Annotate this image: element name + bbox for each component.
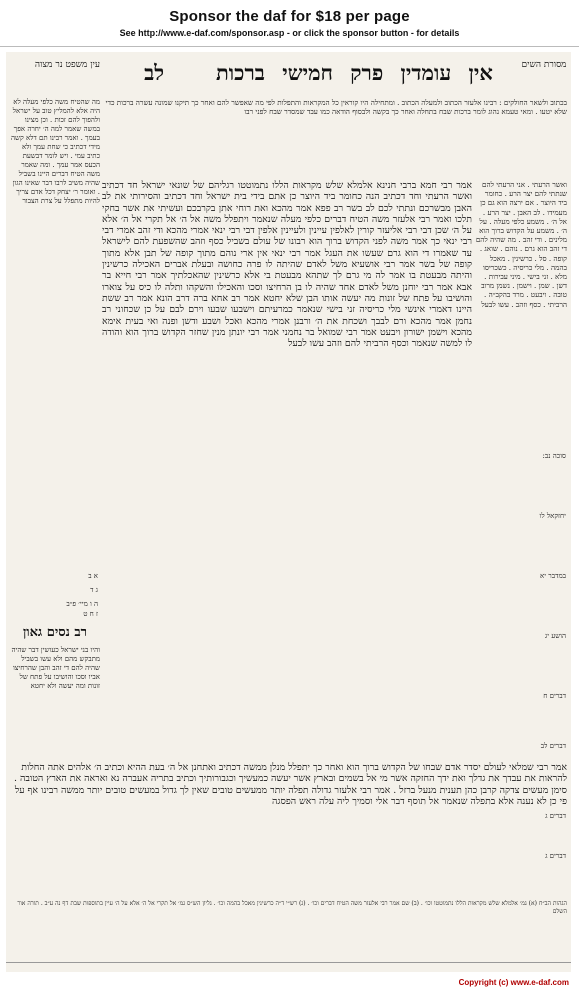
sponsor-title: Sponsor the daf for $18 per page — [169, 8, 410, 25]
ein-mishpat-label: עין משפט נר מצוה — [34, 60, 100, 70]
margin-reference-5: דברים ח — [543, 692, 566, 700]
rashi-commentary: ואשר הרעתי . אני הרעתי להם שנתתי להם יצר הרע . כחומר ביד היוצר . אם ירצה הוא גם כן מעמידו . לב האבן . יצר הרע . אל ה׳ . משמע כלפי מעלה . על ה׳ . משמע על הקדוש ברוך הוא מלינים . ודי זהב . מה שהיה להם די זהב הוא גרם . נוהם . שואג . קופה . סל . כרשינין . מאכל בהמה . מלי כריסיה . כשכריסו מלא . זני בישי . מיני עבירות . דשן . שמן . וישמן . נשמן מרוב טובה . ויבעט . מרד בהקב״ה . הרביתי . כסף וזהב . עשו לבעל — [475, 180, 567, 309]
margin-reference-8: דברים ג — [545, 852, 566, 860]
rav-nissim-title: רב נסים גאון — [22, 625, 88, 640]
page-title — [126, 60, 511, 86]
tosafot-commentary: מה שהטיח משה כלפי מעלה לא היה אלא להמליץ טוב על ישראל ולהפוך להם זכות . וכן מצינו במשה שאמר למה ה׳ יחרה אפך בעמך . ואמר רבינו תם דלא קשה מידי דכתיב כי שחת עמך ולא כתיב עמי . ויש לומר דבשעת הכעס אמר עמך . ומה שאמר משה הטיח דברים היינו בשביל שהיה משיב לרבו דבר שאינו הגון . ואומר ר׳ יצחק דכל אדם צריך להיות מתפלל על צרת הצבור — [10, 98, 100, 205]
sponsor-link[interactable]: See http://www.e-daf.com/sponsor.asp - or click the sponsor button - for details — [119, 28, 460, 38]
margin-reference-7: דברים ג — [545, 812, 566, 820]
ein-mishpat-ref-2: ג ד — [90, 586, 98, 594]
margin-reference-1: סוכה נב: — [542, 452, 566, 460]
page-header — [6, 58, 571, 90]
ein-mishpat-ref-3: ה ו מיי׳ פ״ב — [66, 600, 98, 608]
page-divider — [6, 962, 571, 963]
sponsor-banner[interactable] — [0, 0, 579, 47]
main-top-text: בכתוב ולשאר החולקים : רבינו אלעזר הכתוב ולמעלה הכתוב . ומתחילה היו קוראין כל המקראות והתפלות לפי מה שאפשר להם ואחר כך תיקנו שמונה עשרה ברכות כדי שלא יטעו . ומאי טעמא נהוג לומר ברכות שבח בתחלה ואחר כך בקשה ולבסוף הודאה כמו עבד שמסדר שבח לפני רבו — [105, 98, 567, 117]
footnotes: הגהות הב״ח (א) גמ׳ אלמלא שלש מקראות הללו נתמוטטו וכו׳ . (ב) שם אמר רבי אלעזר משה הטיח דברים וכו׳ . (ג) רש״י ד״ה כרשינין מאכל בהמה וכו׳ . גליון הש״ס גמ׳ אל תקרי אל ה׳ אלא על ה׳ עיין בתוספות שבת דף נה ע״ב . תורה אור השלם — [17, 900, 567, 915]
sponsor-subtitle[interactable] — [0, 28, 579, 38]
margin-reference-4: הושע יג — [544, 632, 566, 640]
chapter-title: אין עומדין פרק חמישי ברכות — [216, 60, 493, 85]
ein-mishpat-ref-1: א ב — [88, 572, 98, 580]
masoret-hashas-label: מסורת השים — [521, 60, 567, 70]
gemara-text: אמר רבי חמא ברבי חנינא אלמלא שלש מקראות הללו נתמוטטו רגליהם של שונאי ישראל חד דכתיב ואשר הרעתי וחד דכתיב הנה כחומר ביד היוצר כן אתם בידי בית ישראל וחד דכתיב והסירותי את לב האבן מבשרכם ונתתי לכם לב בשר רב פפא אמר מהכא ואת רוחי אתן בקרבכם ועשיתי את אשר בחקי תלכו ואמר רבי אלעזר משה הטיח דברים כלפי מעלה שנאמר ויתפלל משה אל ה׳ אל תקרי אל ה׳ אלא על ה׳ שכן דבי רבי אליעזר קורין לאלפין עיינין ולעיינין אלפין דבי רבי ינאי אמרי מהכא ודי זהב אמרי דבי רבי ינאי כך אמר משה לפני הקדוש ברוך הוא רבונו של עולם בשביל כסף וזהב שהשפעת להם לישראל עד שאמרו די הוא גרם שעשו את העגל אמר רבי ינאי אין ארי נוהם מתוך קופה של תבן אלא מתוך קופה של בשר אמר רבי אושעיא משל לאדם שהיתה לו פרה כחושה ובעלת אברים האכילה כרשינין והיתה מבעטת בו אמר לה מי גרם לך שתהא מבעטת בי אלא כרשינין שהאכלתיך אמר רבי חייא בר אבא אמר רבי יוחנן משל לאדם אחד שהיה לו בן הרחיצו וסכו והאכילו והשקהו ותלה לו כיס על צוארו והושיבו על פתח של זונות מה יעשה אותו הבן שלא יחטא אמר רב אחא ברה דרב הונא אמר רב ששת היינו דאמרי אינשי מלי כריסיה זני בישי שנאמר כמרעיתם וישבעו שבעו וירם לבם על כן שכחוני רב נחמן אמר מהכא ורם לבבך ושכחת את ה׳ ורבנן אמרי מהכא ואכל ושבע ודשן ופנה ואי בעית אימא מהכא וישמן ישורון ויבעט אמר רבי שמואל בר נחמני אמר רבי יונתן מנין שחזר הקדוש ברוך הוא והודה לו למשה שנאמר וכסף הרביתי להם וזהב עשו לבעל — [102, 180, 472, 350]
margin-reference-6: דברים לב — [540, 742, 566, 750]
bottom-gemara-text: אמר רבי שמלאי לעולם יסדר אדם שבחו של הקדוש ברוך הוא ואחר כך יתפלל מנלן ממשה דכתיב ואתחנן אל ה׳ בעת ההיא וכתיב ה׳ אלהים אתה החלות להראות את עבדך את גדלך ואת ידך החזקה אשר מי אל בשמים ובארץ אשר יעשה כמעשיך וכגבורותיך וכתיב בתריה אעברה נא ואראה את הארץ הטובה . סימן מעשים צדקה קרבן כהן תענית מנעל ברזל . אמר רבי אלעזר גדולה תפלה יותר ממעשים טובים שאין לך גדול במעשים טובים יותר ממשה רבינו אף על פי כן לא נענה אלא בתפלה שנאמר אל תוסף דבר אלי וסמיך ליה עלה ראש הפסגה — [14, 762, 567, 807]
margin-reference-2: יחזקאל לו — [539, 512, 566, 520]
talmud-page — [6, 52, 571, 972]
copyright-link[interactable]: Copyright (c) www.e-daf.com — [458, 978, 569, 987]
rav-nissim-text: והיו בני ישראל כעושין דבר שהיה מתבקש מהם ולא עשו בשביל שהיה להם די זהב והבן שהרחיצו אביו וסכו והושיבו על פתח של זונות ומה יעשה ולא יחטא — [11, 646, 100, 690]
ein-mishpat-ref-4: ז ח ט — [83, 610, 98, 618]
page-number: לב — [144, 60, 165, 85]
margin-reference-3: במדבר יא — [540, 572, 566, 580]
